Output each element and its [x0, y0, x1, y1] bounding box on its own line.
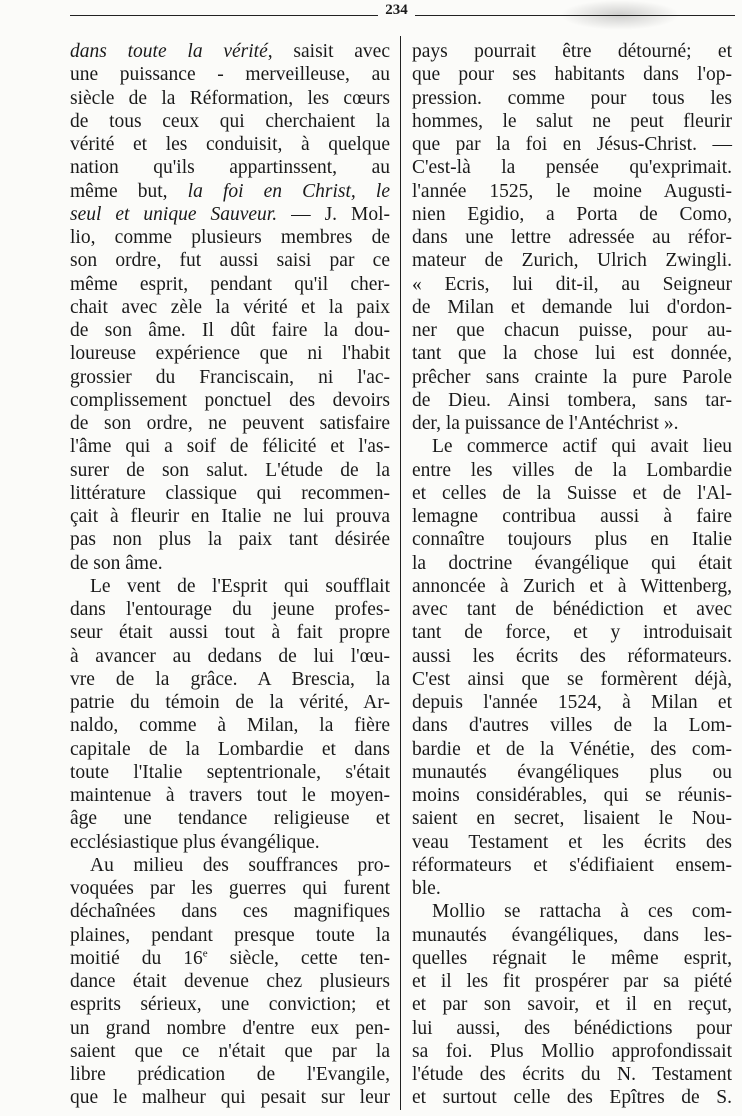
- text-line: [412, 87, 732, 110]
- text-line: [70, 87, 390, 110]
- text-line: [412, 668, 732, 691]
- text-line: [412, 877, 732, 900]
- text-segment: voquées par les guerres qui furent: [70, 878, 390, 899]
- text-segment: bardie et de la Vénétie, des com-: [412, 738, 732, 760]
- text-segment: de son âme. Il dût faire la dou-: [70, 320, 390, 341]
- text-line: [70, 459, 390, 482]
- text-segment: pression. comme pour tous les: [412, 87, 732, 109]
- text-line: [70, 970, 390, 993]
- text-segment: aussi les écrits des réformateurs.: [412, 645, 732, 667]
- text-line: [412, 203, 732, 226]
- text-line: [412, 900, 732, 923]
- text-line: [70, 226, 390, 249]
- text-line: [70, 412, 390, 435]
- text-line: [70, 1086, 390, 1109]
- italic-text: la foi en Christ, le: [187, 180, 390, 202]
- text-segment: dans d'autres villes de la Lom-: [412, 715, 732, 737]
- text-segment: littérature classique qui recommen-: [70, 482, 390, 504]
- text-segment: capitale de la Lombardie et dans: [70, 738, 390, 760]
- text-segment: lui aussi, des bénédictions pour: [412, 1017, 732, 1039]
- text-line: [412, 412, 732, 435]
- text-segment: depuis l'année 1524, à Milan et: [412, 692, 732, 713]
- text-segment: , saisit avec: [267, 41, 390, 62]
- text-segment: lio, comme plusieurs membres de: [70, 227, 390, 248]
- text-segment: « Ecris, lui dit-il, au Seigneur: [412, 273, 732, 295]
- text-segment: — J. Mol-: [277, 203, 391, 225]
- text-line: [412, 319, 732, 342]
- text-line: [412, 435, 732, 458]
- text-line: [70, 947, 390, 970]
- text-line: [70, 366, 390, 389]
- text-line: [70, 598, 390, 621]
- text-line: [412, 1017, 732, 1040]
- text-segment: surer de son salut. L'étude de la: [70, 459, 390, 481]
- page-header: [70, 0, 735, 30]
- text-segment: mateur de Zurich, Ulrich Zwingli.: [412, 250, 732, 272]
- text-segment: der, la puissance de l'Antéchrist ».: [412, 413, 679, 434]
- text-segment: siècle de la Réformation, les cœurs: [70, 87, 390, 109]
- text-line: [70, 784, 390, 807]
- text-segment: à avancer au dedans de lui l'œu-: [70, 645, 390, 667]
- text-segment: pas non plus la paix tant désirée: [70, 529, 390, 551]
- text-segment: son ordre, fut aussi saisi par ce: [70, 250, 390, 272]
- italic-text: dans toute la vérité: [70, 41, 268, 62]
- text-line: [70, 203, 390, 226]
- text-line: [70, 761, 390, 784]
- text-segment: que pour ses habitants dans l'op-: [412, 64, 732, 86]
- text-segment: pays pourrait être détourné; et: [412, 41, 732, 62]
- text-line: [412, 40, 732, 63]
- text-segment: et surtout celle des Epîtres de S.: [412, 1087, 732, 1109]
- text-line: [412, 970, 732, 993]
- text-line: [70, 924, 390, 947]
- text-line: [70, 714, 390, 737]
- text-line: [412, 645, 732, 668]
- text-segment: çait à fleurir en Italie ne lui prouva: [70, 506, 390, 527]
- text-segment: patrie du témoin de la vérité, Ar-: [70, 692, 390, 713]
- text-segment: dance était devenue chez plusieurs: [70, 971, 390, 992]
- text-segment: lemagne contribua aussi à faire: [412, 506, 732, 527]
- text-line: [70, 1063, 390, 1086]
- text-segment: et celles de la Suisse et de l'Al-: [412, 482, 732, 504]
- text-line: [412, 738, 732, 761]
- text-segment: sa foi. Plus Mollio approfondissait: [412, 1040, 732, 1062]
- text-segment: tant de force, et y introduisait: [412, 622, 732, 644]
- text-line: [412, 947, 732, 970]
- text-segment: moins considérables, qui se réunis-: [412, 785, 732, 806]
- text-segment: Au milieu des souffrances pro-: [90, 854, 390, 876]
- text-segment: C'est-là la pensée qu'exprimait.: [412, 157, 732, 179]
- text-line: [412, 761, 732, 784]
- text-segment: l'année 1525, le moine Augusti-: [412, 180, 732, 202]
- text-segment: de son âme.: [70, 552, 163, 574]
- text-line: [412, 459, 732, 482]
- text-line: [70, 528, 390, 551]
- text-line: [70, 831, 390, 854]
- text-segment: dans l'entourage du jeune profes-: [70, 599, 390, 620]
- text-segment: saient en secret, lisaient le Nou-: [412, 808, 732, 830]
- text-segment: vérité et les conduisit, à quelque: [70, 134, 390, 155]
- text-segment: quelles régnait le même esprit,: [412, 947, 732, 969]
- text-segment: veau Testament et les écrits des: [412, 831, 732, 853]
- text-line: [412, 156, 732, 179]
- text-segment: l'étude des écrits du N. Testament: [412, 1064, 732, 1085]
- text-segment: ble.: [412, 878, 441, 899]
- text-line: [412, 342, 732, 365]
- text-line: [70, 180, 390, 203]
- text-line: [70, 110, 390, 133]
- text-segment: vre de la grâce. A Brescia, la: [70, 668, 390, 690]
- text-segment: de Milan et demande lui d'ordon-: [412, 296, 732, 318]
- text-segment: que par la foi en Jésus-Christ. —: [412, 134, 732, 155]
- text-segment: hommes, le salut ne peut fleurir: [412, 110, 732, 132]
- text-line: [70, 900, 390, 923]
- text-line: [412, 807, 732, 830]
- text-segment: esprits sérieux, une conviction; et: [70, 994, 390, 1016]
- text-segment: Mollio se rattacha à ces com-: [432, 901, 732, 923]
- text-line: [412, 226, 732, 249]
- text-segment: grossier du Franciscain, ni l'ac-: [70, 366, 390, 388]
- text-line: [412, 552, 732, 575]
- text-segment: entre les villes de la Lombardie: [412, 459, 732, 481]
- text-segment: Le vent de l'Esprit qui soufflait: [90, 575, 390, 597]
- text-line: [70, 133, 390, 156]
- text-line: [412, 505, 732, 528]
- text-line: [412, 133, 732, 156]
- text-segment: complissement ponctuel des devoirs: [70, 389, 390, 411]
- text-line: [412, 854, 732, 877]
- header-rule-right: [415, 15, 735, 16]
- text-segment: ner que chacun puisse, pour au-: [412, 320, 732, 341]
- text-segment: connaître toujours plus en Italie: [412, 529, 732, 551]
- text-line: [70, 435, 390, 458]
- text-segment: munautés évangéliques plus ou: [412, 761, 732, 783]
- text-segment: et par son savoir, et il en reçut,: [412, 994, 732, 1016]
- text-line: [70, 552, 390, 575]
- text-line: [412, 249, 732, 272]
- text-line: [412, 528, 732, 551]
- text-segment: déchaînées dans ces magnifiques: [70, 901, 390, 923]
- text-line: [70, 621, 390, 644]
- text-line: [70, 575, 390, 598]
- text-line: [70, 691, 390, 714]
- text-line: [70, 156, 390, 179]
- text-line: [70, 1017, 390, 1040]
- text-line: [412, 389, 732, 412]
- text-segment: plaines, pendant presque toute la: [70, 924, 390, 946]
- page-number: 234: [385, 2, 408, 18]
- text-segment: seur était aussi tout à fait propre: [70, 622, 390, 644]
- text-line: [412, 714, 732, 737]
- text-line: [70, 249, 390, 272]
- text-segment: maintenue à travers tout le moyen-: [70, 785, 390, 806]
- text-line: [412, 575, 732, 598]
- text-segment: annoncée à Zurich et à Wittenberg,: [412, 575, 732, 597]
- text-segment: toute l'Italie septentrionale, s'était: [70, 761, 390, 783]
- text-segment: C'est ainsi que se formèrent déjà,: [412, 668, 732, 690]
- column-divider: [400, 36, 401, 1110]
- text-line: [412, 1063, 732, 1086]
- text-segment: nien Egidio, a Porta de Como,: [412, 203, 732, 225]
- text-line: [412, 691, 732, 714]
- text-segment: nation qu'ils appartinssent, au: [70, 157, 390, 179]
- text-segment: moitié du 16: [70, 947, 203, 969]
- text-line: [412, 924, 732, 947]
- text-segment: âge une tendance religieuse et: [70, 808, 390, 830]
- text-line: [70, 482, 390, 505]
- text-segment: dans une lettre adressée au réfor-: [412, 227, 732, 248]
- text-segment: munautés évangéliques, dans les-: [412, 924, 732, 946]
- text-segment: naldo, comme à Milan, la fière: [70, 715, 390, 737]
- text-line: [70, 319, 390, 342]
- text-line: [70, 389, 390, 412]
- text-line: [70, 273, 390, 296]
- text-line: [412, 366, 732, 389]
- text-line: [412, 1086, 732, 1109]
- text-line: [70, 342, 390, 365]
- text-segment: loureuse expérience que ni l'habit: [70, 343, 390, 365]
- text-line: [70, 877, 390, 900]
- text-segment: un grand nombre d'entre eux pen-: [70, 1017, 390, 1039]
- text-line: [70, 505, 390, 528]
- text-line: [70, 1040, 390, 1063]
- text-segment: de Dieu. Ainsi tombera, sans tar-: [412, 389, 732, 411]
- text-segment: l'âme qui a soif de félicité et l'as-: [70, 436, 390, 458]
- text-line: [70, 296, 390, 319]
- text-line: [70, 993, 390, 1016]
- text-segment: avec tant de bénédiction et avec: [412, 599, 732, 620]
- text-line: [412, 110, 732, 133]
- text-segment: saient que ce n'était que par la: [70, 1040, 390, 1062]
- header-rule-left: [70, 15, 378, 16]
- text-segment: prêcher sans crainte la pure Parole: [412, 366, 732, 388]
- text-segment: et il les fit prospérer par sa piété: [412, 971, 732, 992]
- text-line: [412, 63, 732, 86]
- text-line: [412, 993, 732, 1016]
- text-line: [412, 621, 732, 644]
- text-line: [412, 482, 732, 505]
- text-line: [412, 831, 732, 854]
- text-segment: que le malheur qui pesait sur leur: [70, 1087, 390, 1109]
- text-line: [70, 40, 390, 63]
- text-segment: chait avec zèle la vérité et la paix: [70, 296, 390, 318]
- right-column: [412, 40, 732, 1110]
- text-line: [412, 296, 732, 319]
- text-line: [70, 854, 390, 877]
- text-segment: une puissance - merveilleuse, au: [70, 64, 390, 86]
- text-line: [70, 645, 390, 668]
- text-segment: de son ordre, ne peuvent satisfaire: [70, 413, 390, 434]
- text-line: [70, 668, 390, 691]
- text-line: [412, 273, 732, 296]
- text-segment: ecclésiastique plus évangélique.: [70, 831, 320, 853]
- text-segment: réformateurs et s'édifiaient ensem-: [412, 854, 732, 876]
- text-segment: même esprit, pendant qu'il cher-: [70, 273, 390, 295]
- text-line: [70, 63, 390, 86]
- text-segment: Le commerce actif qui avait lieu: [432, 436, 732, 458]
- text-segment: libre prédication de l'Evangile,: [70, 1064, 390, 1085]
- left-column: [70, 40, 390, 1110]
- text-segment: tant que la chose lui est donnée,: [412, 343, 732, 365]
- text-segment: e: [202, 947, 208, 960]
- text-line: [412, 1040, 732, 1063]
- text-line: [412, 180, 732, 203]
- italic-text: seul et unique Sauveur.: [70, 203, 278, 225]
- text-line: [412, 598, 732, 621]
- text-segment: la doctrine évangélique qui était: [412, 552, 732, 574]
- text-line: [412, 784, 732, 807]
- text-segment: même but,: [70, 180, 188, 202]
- text-segment: siècle, cette ten-: [207, 947, 391, 969]
- text-line: [70, 738, 390, 761]
- text-line: [70, 807, 390, 830]
- text-segment: de tous ceux qui cherchaient la: [70, 110, 390, 132]
